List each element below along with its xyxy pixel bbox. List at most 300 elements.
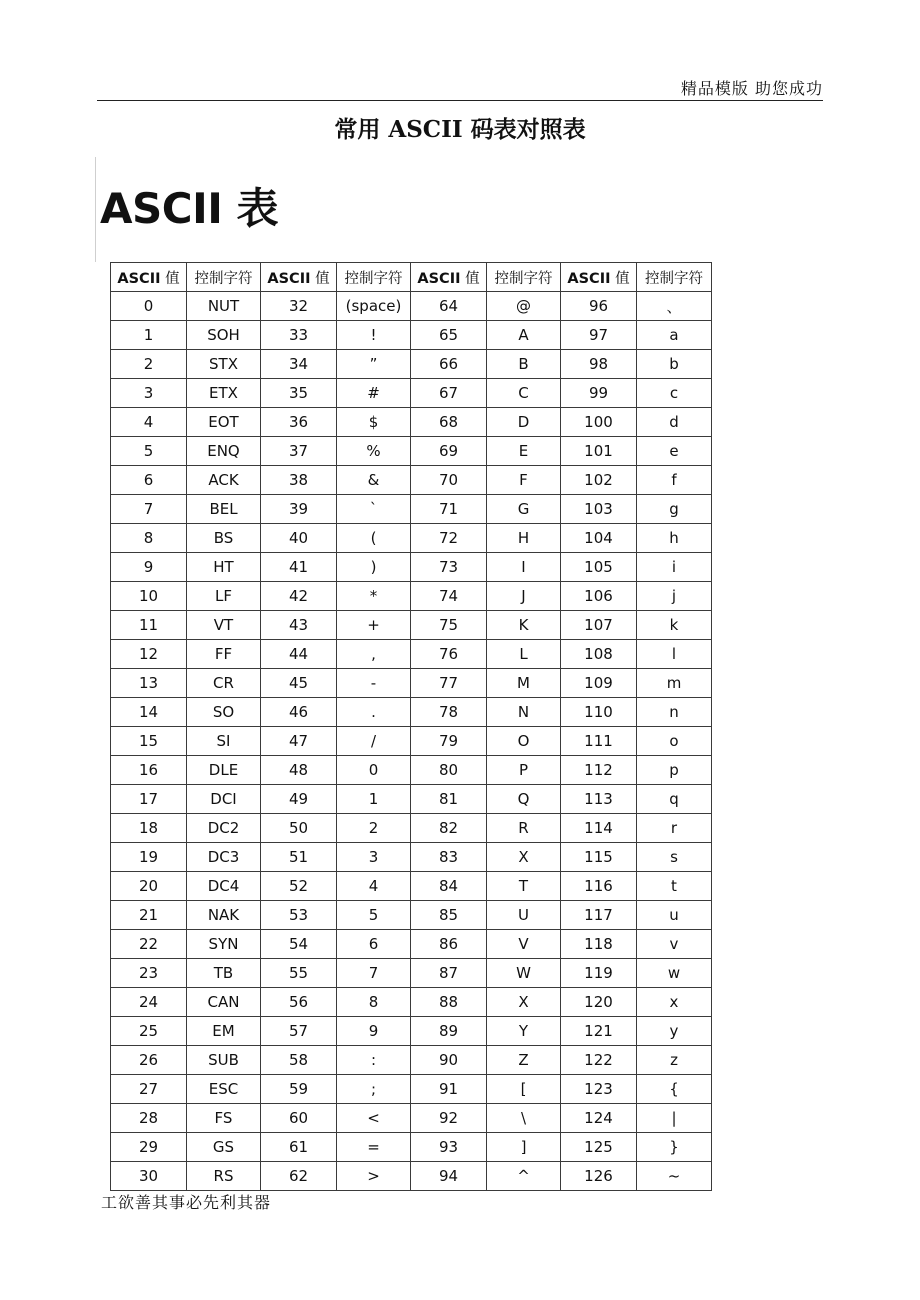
table-row — [111, 698, 712, 727]
ascii-value-cell: 24 — [111, 988, 187, 1017]
column-header — [637, 263, 712, 292]
ascii-value-cell: 25 — [111, 1017, 187, 1046]
character-cell: { — [637, 1075, 712, 1104]
column-header — [487, 263, 561, 292]
character-cell: C — [487, 379, 561, 408]
character-cell: [ — [487, 1075, 561, 1104]
table-row — [111, 727, 712, 756]
character-cell: E — [487, 437, 561, 466]
ascii-value-cell: 118 — [561, 930, 637, 959]
ascii-value-cell: 125 — [561, 1133, 637, 1162]
table-body — [111, 292, 712, 1191]
ascii-value-cell: 62 — [261, 1162, 337, 1191]
ascii-value-cell: 93 — [411, 1133, 487, 1162]
ascii-value-cell: 65 — [411, 321, 487, 350]
character-cell: 8 — [337, 988, 411, 1017]
character-cell: e — [637, 437, 712, 466]
character-cell: O — [487, 727, 561, 756]
column-header — [187, 263, 261, 292]
document-title: 常用 ASCII 码表对照表 — [334, 116, 586, 143]
character-cell: A — [487, 321, 561, 350]
table-row — [111, 669, 712, 698]
character-cell: f — [637, 466, 712, 495]
table-row — [111, 408, 712, 437]
character-cell: < — [337, 1104, 411, 1133]
ascii-value-cell: 108 — [561, 640, 637, 669]
ascii-value-cell: 53 — [261, 901, 337, 930]
ascii-value-cell: 110 — [561, 698, 637, 727]
character-cell: l — [637, 640, 712, 669]
column-header-label: 控制字符 — [344, 270, 403, 287]
ascii-value-cell: 14 — [111, 698, 187, 727]
ascii-value-cell: 106 — [561, 582, 637, 611]
page-footer: 工欲善其事必先利其器 — [101, 1193, 272, 1212]
ascii-value-cell: 66 — [411, 350, 487, 379]
character-cell: J — [487, 582, 561, 611]
character-cell: 4 — [337, 872, 411, 901]
ascii-value-cell: 67 — [411, 379, 487, 408]
ascii-value-cell: 52 — [261, 872, 337, 901]
character-cell: BS — [187, 524, 261, 553]
table-row — [111, 756, 712, 785]
column-header-label: 控制字符 — [494, 270, 553, 287]
ascii-value-cell: 23 — [111, 959, 187, 988]
column-header-label: 值 — [610, 270, 630, 287]
character-cell: CR — [187, 669, 261, 698]
table-row — [111, 437, 712, 466]
character-cell: K — [487, 611, 561, 640]
table-row — [111, 524, 712, 553]
ascii-value-cell: 15 — [111, 727, 187, 756]
character-cell: SYN — [187, 930, 261, 959]
ascii-value-cell: 55 — [261, 959, 337, 988]
ascii-value-cell: 102 — [561, 466, 637, 495]
character-cell: ENQ — [187, 437, 261, 466]
ascii-value-cell: 104 — [561, 524, 637, 553]
ascii-value-cell: 4 — [111, 408, 187, 437]
ascii-value-cell: 81 — [411, 785, 487, 814]
character-cell: u — [637, 901, 712, 930]
character-cell: * — [337, 582, 411, 611]
character-cell: Y — [487, 1017, 561, 1046]
ascii-value-cell: 119 — [561, 959, 637, 988]
character-cell: SI — [187, 727, 261, 756]
character-cell: HT — [187, 553, 261, 582]
character-cell: + — [337, 611, 411, 640]
character-cell: = — [337, 1133, 411, 1162]
ascii-value-cell: 82 — [411, 814, 487, 843]
ascii-value-cell: 113 — [561, 785, 637, 814]
table-header-row — [111, 263, 712, 292]
ascii-value-cell: 30 — [111, 1162, 187, 1191]
ascii-value-cell: 60 — [261, 1104, 337, 1133]
table-row — [111, 872, 712, 901]
ascii-value-cell: 123 — [561, 1075, 637, 1104]
character-cell: I — [487, 553, 561, 582]
ascii-value-cell: 20 — [111, 872, 187, 901]
character-cell: DC2 — [187, 814, 261, 843]
character-cell: X — [487, 843, 561, 872]
ascii-value-cell: 120 — [561, 988, 637, 1017]
character-cell: ETX — [187, 379, 261, 408]
ascii-value-cell: 56 — [261, 988, 337, 1017]
character-cell: W — [487, 959, 561, 988]
ascii-value-cell: 77 — [411, 669, 487, 698]
ascii-value-cell: 97 — [561, 321, 637, 350]
character-cell: TB — [187, 959, 261, 988]
ascii-value-cell: 22 — [111, 930, 187, 959]
table-row — [111, 1017, 712, 1046]
character-cell: L — [487, 640, 561, 669]
ascii-value-cell: 124 — [561, 1104, 637, 1133]
character-cell: p — [637, 756, 712, 785]
ascii-value-cell: 107 — [561, 611, 637, 640]
character-cell: 5 — [337, 901, 411, 930]
ascii-value-cell: 87 — [411, 959, 487, 988]
character-cell: ESC — [187, 1075, 261, 1104]
ascii-value-cell: 59 — [261, 1075, 337, 1104]
ascii-value-cell: 5 — [111, 437, 187, 466]
column-header-bold: ASCII — [567, 270, 611, 287]
ascii-value-cell: 80 — [411, 756, 487, 785]
character-cell: : — [337, 1046, 411, 1075]
character-cell: Q — [487, 785, 561, 814]
ascii-value-cell: 114 — [561, 814, 637, 843]
character-cell: \ — [487, 1104, 561, 1133]
character-cell: B — [487, 350, 561, 379]
character-cell: NAK — [187, 901, 261, 930]
character-cell: LF — [187, 582, 261, 611]
header-divider — [97, 100, 823, 101]
column-header — [261, 263, 337, 292]
character-cell: G — [487, 495, 561, 524]
character-cell: d — [637, 408, 712, 437]
ascii-value-cell: 90 — [411, 1046, 487, 1075]
character-cell: GS — [187, 1133, 261, 1162]
table-row — [111, 553, 712, 582]
character-cell: RS — [187, 1162, 261, 1191]
ascii-value-cell: 109 — [561, 669, 637, 698]
character-cell: N — [487, 698, 561, 727]
character-cell: 2 — [337, 814, 411, 843]
ascii-value-cell: 6 — [111, 466, 187, 495]
character-cell: n — [637, 698, 712, 727]
character-cell: , — [337, 640, 411, 669]
character-cell: c — [637, 379, 712, 408]
column-header-label: 值 — [160, 270, 180, 287]
character-cell: ” — [337, 350, 411, 379]
character-cell: CAN — [187, 988, 261, 1017]
character-cell: / — [337, 727, 411, 756]
ascii-value-cell: 88 — [411, 988, 487, 1017]
character-cell: ( — [337, 524, 411, 553]
character-cell: ! — [337, 321, 411, 350]
ascii-value-cell: 89 — [411, 1017, 487, 1046]
character-cell: v — [637, 930, 712, 959]
table-row — [111, 1075, 712, 1104]
ascii-value-cell: 29 — [111, 1133, 187, 1162]
ascii-value-cell: 48 — [261, 756, 337, 785]
ascii-value-cell: 44 — [261, 640, 337, 669]
ascii-value-cell: 13 — [111, 669, 187, 698]
section-marker-line — [95, 157, 96, 262]
ascii-value-cell: 57 — [261, 1017, 337, 1046]
character-cell: Z — [487, 1046, 561, 1075]
ascii-value-cell: 122 — [561, 1046, 637, 1075]
section-heading: ASCII 表 — [100, 184, 278, 233]
ascii-value-cell: 26 — [111, 1046, 187, 1075]
table-row — [111, 495, 712, 524]
ascii-value-cell: 35 — [261, 379, 337, 408]
ascii-value-cell: 91 — [411, 1075, 487, 1104]
ascii-value-cell: 16 — [111, 756, 187, 785]
ascii-value-cell: 8 — [111, 524, 187, 553]
table-row — [111, 640, 712, 669]
ascii-value-cell: 7 — [111, 495, 187, 524]
character-cell: P — [487, 756, 561, 785]
character-cell: | — [637, 1104, 712, 1133]
ascii-value-cell: 45 — [261, 669, 337, 698]
ascii-table — [110, 262, 712, 1191]
character-cell: DLE — [187, 756, 261, 785]
character-cell: STX — [187, 350, 261, 379]
character-cell: DC3 — [187, 843, 261, 872]
ascii-value-cell: 34 — [261, 350, 337, 379]
table-row — [111, 1162, 712, 1191]
character-cell: o — [637, 727, 712, 756]
column-header — [561, 263, 637, 292]
character-cell: FF — [187, 640, 261, 669]
character-cell: y — [637, 1017, 712, 1046]
ascii-value-cell: 84 — [411, 872, 487, 901]
ascii-value-cell: 33 — [261, 321, 337, 350]
character-cell: SOH — [187, 321, 261, 350]
ascii-value-cell: 105 — [561, 553, 637, 582]
character-cell: U — [487, 901, 561, 930]
ascii-value-cell: 1 — [111, 321, 187, 350]
character-cell: 1 — [337, 785, 411, 814]
ascii-value-cell: 117 — [561, 901, 637, 930]
ascii-value-cell: 10 — [111, 582, 187, 611]
ascii-value-cell: 112 — [561, 756, 637, 785]
column-header-label: 值 — [460, 270, 480, 287]
ascii-value-cell: 78 — [411, 698, 487, 727]
column-header — [411, 263, 487, 292]
character-cell: ` — [337, 495, 411, 524]
ascii-value-cell: 58 — [261, 1046, 337, 1075]
character-cell: m — [637, 669, 712, 698]
ascii-value-cell: 79 — [411, 727, 487, 756]
ascii-value-cell: 17 — [111, 785, 187, 814]
ascii-value-cell: 11 — [111, 611, 187, 640]
ascii-value-cell: 42 — [261, 582, 337, 611]
character-cell: s — [637, 843, 712, 872]
ascii-value-cell: 54 — [261, 930, 337, 959]
ascii-value-cell: 86 — [411, 930, 487, 959]
ascii-value-cell: 94 — [411, 1162, 487, 1191]
character-cell: EOT — [187, 408, 261, 437]
character-cell: @ — [487, 292, 561, 321]
table-row — [111, 292, 712, 321]
character-cell: # — [337, 379, 411, 408]
character-cell: ) — [337, 553, 411, 582]
ascii-value-cell: 71 — [411, 495, 487, 524]
ascii-value-cell: 72 — [411, 524, 487, 553]
ascii-value-cell: 64 — [411, 292, 487, 321]
ascii-value-cell: 49 — [261, 785, 337, 814]
character-cell: q — [637, 785, 712, 814]
column-header-bold: ASCII — [417, 270, 461, 287]
ascii-value-cell: 92 — [411, 1104, 487, 1133]
ascii-value-cell: 2 — [111, 350, 187, 379]
character-cell: ~ — [637, 1162, 712, 1191]
table-row — [111, 379, 712, 408]
character-cell: 、 — [637, 292, 712, 321]
character-cell: DCI — [187, 785, 261, 814]
character-cell: F — [487, 466, 561, 495]
character-cell: g — [637, 495, 712, 524]
character-cell: X — [487, 988, 561, 1017]
table-row — [111, 843, 712, 872]
ascii-value-cell: 46 — [261, 698, 337, 727]
ascii-value-cell: 32 — [261, 292, 337, 321]
ascii-value-cell: 41 — [261, 553, 337, 582]
ascii-value-cell: 69 — [411, 437, 487, 466]
character-cell: } — [637, 1133, 712, 1162]
character-cell: (space) — [337, 292, 411, 321]
column-header-bold: ASCII — [117, 270, 161, 287]
character-cell: 3 — [337, 843, 411, 872]
ascii-value-cell: 9 — [111, 553, 187, 582]
table-row — [111, 814, 712, 843]
character-cell: EM — [187, 1017, 261, 1046]
table-row — [111, 959, 712, 988]
character-cell: H — [487, 524, 561, 553]
character-cell: R — [487, 814, 561, 843]
character-cell: T — [487, 872, 561, 901]
character-cell: a — [637, 321, 712, 350]
character-cell: b — [637, 350, 712, 379]
character-cell: h — [637, 524, 712, 553]
character-cell: ACK — [187, 466, 261, 495]
table-row — [111, 1104, 712, 1133]
table-row — [111, 1046, 712, 1075]
ascii-value-cell: 47 — [261, 727, 337, 756]
character-cell: BEL — [187, 495, 261, 524]
character-cell: > — [337, 1162, 411, 1191]
character-cell: i — [637, 553, 712, 582]
ascii-value-cell: 18 — [111, 814, 187, 843]
column-header-bold: ASCII — [267, 270, 311, 287]
ascii-value-cell: 121 — [561, 1017, 637, 1046]
character-cell: M — [487, 669, 561, 698]
ascii-value-cell: 100 — [561, 408, 637, 437]
character-cell: 7 — [337, 959, 411, 988]
ascii-value-cell: 51 — [261, 843, 337, 872]
ascii-value-cell: 76 — [411, 640, 487, 669]
ascii-value-cell: 83 — [411, 843, 487, 872]
column-header-label: 控制字符 — [194, 270, 253, 287]
ascii-value-cell: 19 — [111, 843, 187, 872]
column-header — [337, 263, 411, 292]
character-cell: ^ — [487, 1162, 561, 1191]
character-cell: V — [487, 930, 561, 959]
ascii-value-cell: 28 — [111, 1104, 187, 1133]
ascii-value-cell: 101 — [561, 437, 637, 466]
ascii-value-cell: 36 — [261, 408, 337, 437]
table-row — [111, 785, 712, 814]
ascii-value-cell: 116 — [561, 872, 637, 901]
character-cell: k — [637, 611, 712, 640]
ascii-value-cell: 61 — [261, 1133, 337, 1162]
ascii-value-cell: 99 — [561, 379, 637, 408]
ascii-value-cell: 75 — [411, 611, 487, 640]
ascii-value-cell: 74 — [411, 582, 487, 611]
column-header — [111, 263, 187, 292]
character-cell: - — [337, 669, 411, 698]
ascii-value-cell: 115 — [561, 843, 637, 872]
ascii-value-cell: 0 — [111, 292, 187, 321]
table-row — [111, 321, 712, 350]
ascii-value-cell: 73 — [411, 553, 487, 582]
character-cell: D — [487, 408, 561, 437]
character-cell: z — [637, 1046, 712, 1075]
ascii-value-cell: 39 — [261, 495, 337, 524]
ascii-value-cell: 96 — [561, 292, 637, 321]
character-cell: x — [637, 988, 712, 1017]
table-row — [111, 901, 712, 930]
character-cell: ; — [337, 1075, 411, 1104]
character-cell: $ — [337, 408, 411, 437]
ascii-value-cell: 40 — [261, 524, 337, 553]
page-header: 精品模版 助您成功 — [680, 79, 823, 98]
ascii-value-cell: 103 — [561, 495, 637, 524]
table-row — [111, 988, 712, 1017]
ascii-value-cell: 37 — [261, 437, 337, 466]
character-cell: r — [637, 814, 712, 843]
ascii-value-cell: 21 — [111, 901, 187, 930]
character-cell: 0 — [337, 756, 411, 785]
character-cell: SUB — [187, 1046, 261, 1075]
character-cell: 9 — [337, 1017, 411, 1046]
ascii-value-cell: 85 — [411, 901, 487, 930]
column-header-label: 值 — [310, 270, 330, 287]
character-cell: VT — [187, 611, 261, 640]
character-cell: DC4 — [187, 872, 261, 901]
table-row — [111, 1133, 712, 1162]
character-cell: NUT — [187, 292, 261, 321]
ascii-value-cell: 126 — [561, 1162, 637, 1191]
character-cell: t — [637, 872, 712, 901]
character-cell: . — [337, 698, 411, 727]
ascii-value-cell: 50 — [261, 814, 337, 843]
character-cell: ] — [487, 1133, 561, 1162]
character-cell: % — [337, 437, 411, 466]
character-cell: j — [637, 582, 712, 611]
ascii-value-cell: 98 — [561, 350, 637, 379]
character-cell: 6 — [337, 930, 411, 959]
table-row — [111, 466, 712, 495]
table-row — [111, 930, 712, 959]
ascii-value-cell: 43 — [261, 611, 337, 640]
ascii-value-cell: 70 — [411, 466, 487, 495]
ascii-value-cell: 3 — [111, 379, 187, 408]
table-row — [111, 350, 712, 379]
character-cell: FS — [187, 1104, 261, 1133]
column-header-label: 控制字符 — [645, 270, 703, 287]
ascii-value-cell: 38 — [261, 466, 337, 495]
ascii-value-cell: 12 — [111, 640, 187, 669]
